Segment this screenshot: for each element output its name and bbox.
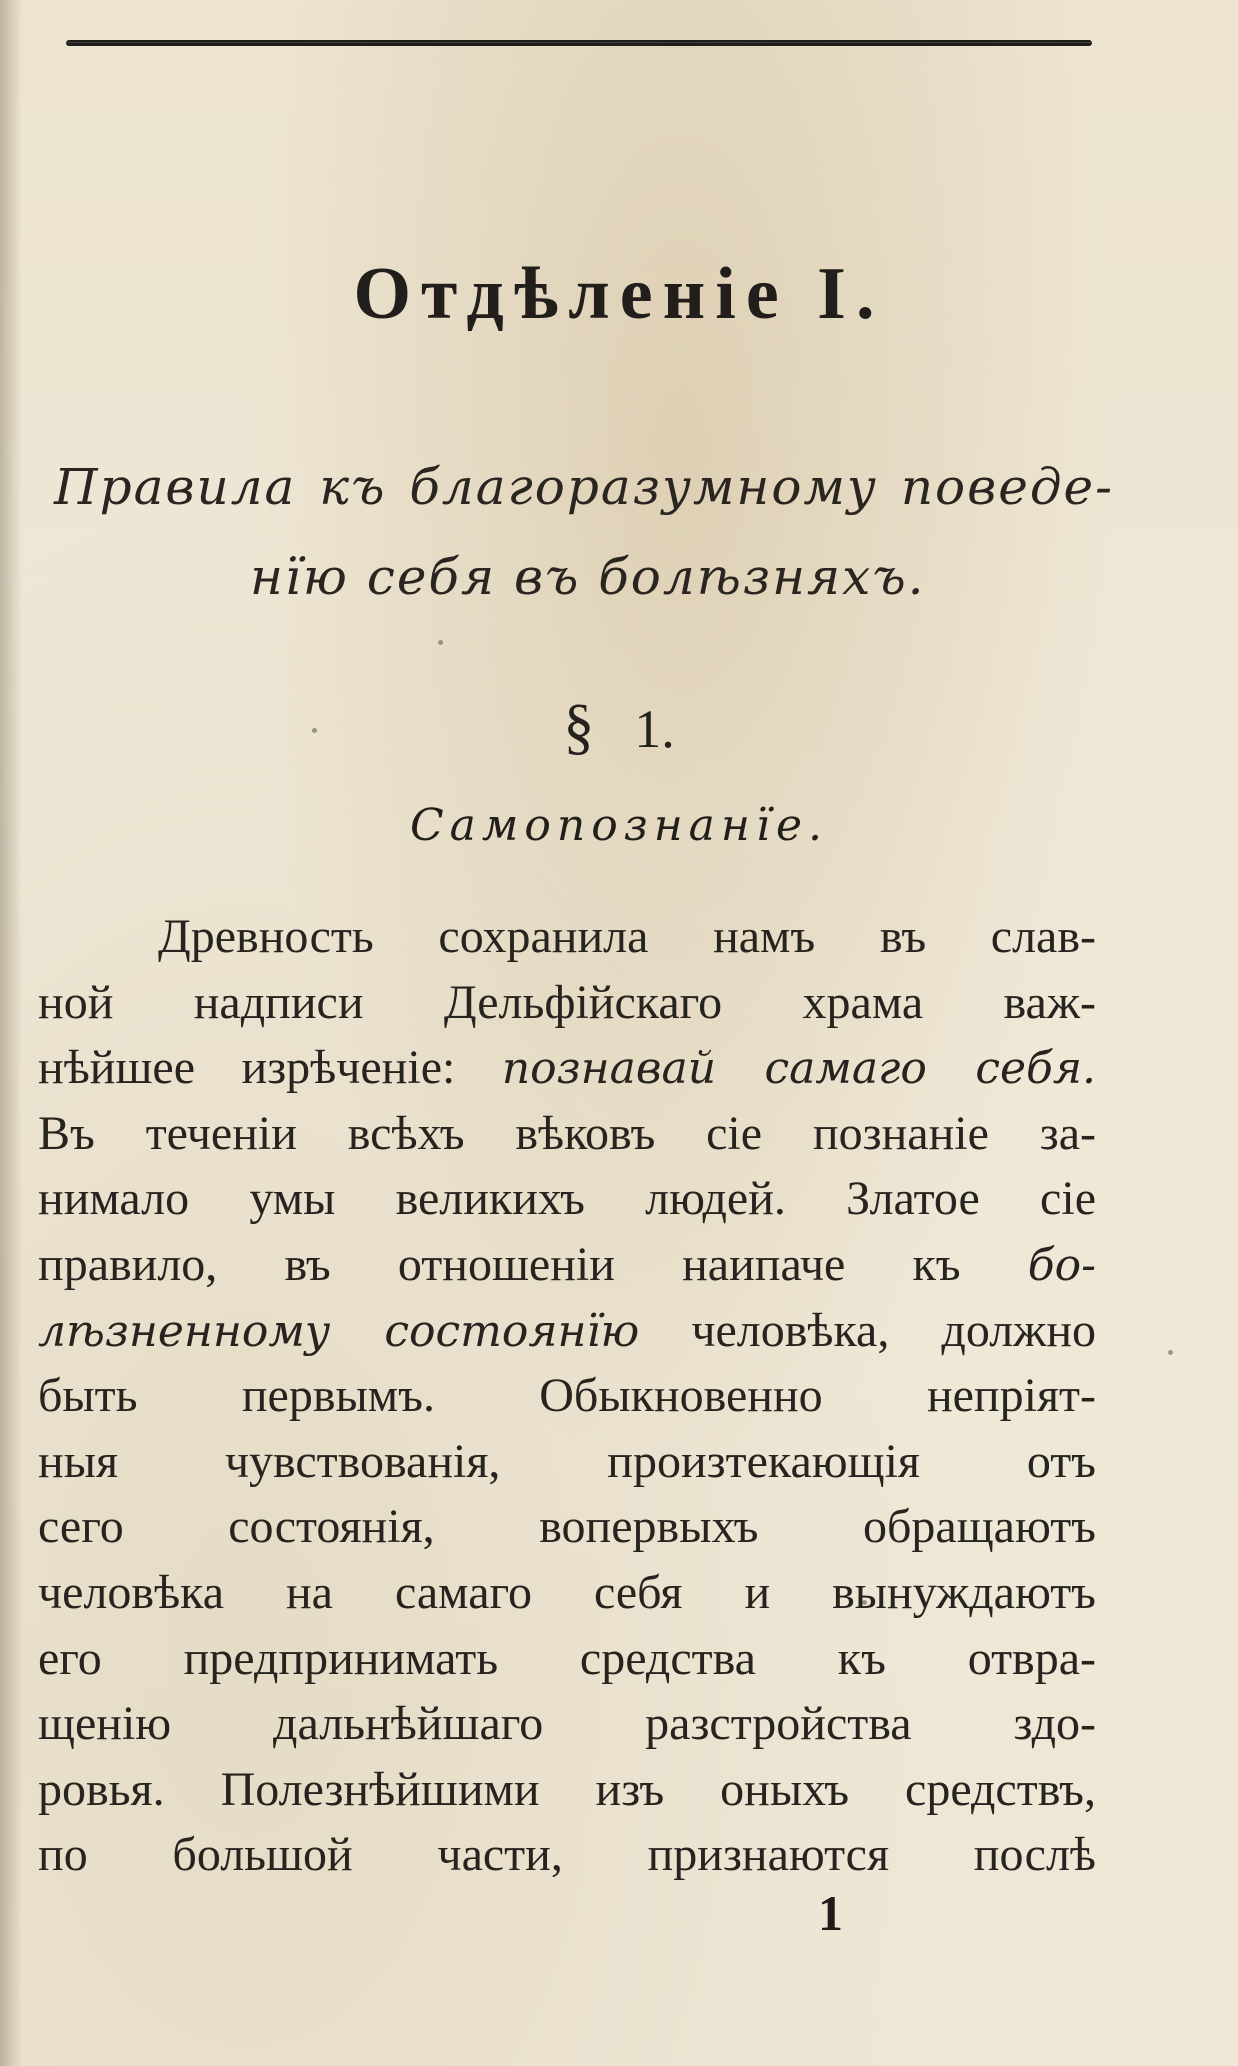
text-line [38, 1232, 1096, 1298]
text-line [38, 1691, 1096, 1757]
section-heading: Самопознанїе. [410, 800, 828, 851]
body-text [38, 904, 1096, 1888]
section-symbol: § [563, 693, 595, 761]
ink-speck [312, 728, 317, 733]
text-line [38, 1298, 1096, 1364]
italic-text: познавай самаго себя. [501, 1043, 1096, 1095]
text-run: его предпринимать средства къ отвра- [38, 1631, 1096, 1685]
chapter-title: Отдѣленіе I. [353, 253, 885, 335]
text-line [38, 1626, 1096, 1692]
top-rule [66, 40, 1092, 46]
text-run: сего состоянія, вопервыхъ обращаютъ [38, 1500, 1096, 1554]
text-run: Въ теченіи всѣхъ вѣковъ сіе познаніе за- [38, 1106, 1096, 1160]
text-line [38, 1822, 1096, 1888]
text-line [38, 1035, 1096, 1101]
text-line [38, 1101, 1096, 1167]
section-mark [0, 692, 1238, 763]
text-run: щенію дальнѣйшаго разстройства здо- [38, 1697, 1096, 1751]
text-run: ныя чувствованія, произтекающія отъ [38, 1434, 1096, 1488]
text-line [38, 1757, 1096, 1823]
text-run: нѣйшее изрѣченіе: [38, 1041, 502, 1095]
italic-text: бо- [1027, 1239, 1096, 1291]
text-line [38, 1166, 1096, 1232]
ink-speck [1168, 1350, 1173, 1355]
section-number: 1. [634, 699, 675, 759]
italic-text: лѣзненному состоянїю [38, 1305, 640, 1357]
text-run: нимало умы великихъ людей. Златое сіе [38, 1172, 1096, 1226]
ink-speck [438, 640, 443, 645]
page-signature: 1 [818, 1885, 843, 1941]
text-line [38, 1560, 1096, 1626]
text-line [38, 904, 1096, 970]
text-line [38, 1494, 1096, 1560]
text-run: ровья. Полезнѣйшими изъ оныхъ средствъ, [38, 1762, 1096, 1816]
subtitle-line-1: Правила къ благоразумному поведе- [54, 458, 1114, 516]
text-line [38, 970, 1096, 1036]
text-line [38, 1363, 1096, 1429]
text-run: быть первымъ. Обыкновенно непріят- [38, 1369, 1096, 1423]
text-run: ной надписи Дельфійскаго храма важ- [38, 975, 1096, 1029]
text-run: человѣка, должно [639, 1303, 1097, 1357]
ink-speck [862, 1600, 867, 1605]
text-run: Древность сохранила намъ въ слав- [158, 910, 1096, 963]
text-run: по большой части, признаются послѣ [38, 1828, 1096, 1882]
text-run: человѣка на самаго себя и вынуждаютъ [38, 1565, 1096, 1619]
subtitle-line-2: нїю себя въ болѣзняхъ. [250, 548, 926, 606]
text-line [38, 1429, 1096, 1495]
text-run: правило, въ отношеніи наипаче къ [38, 1237, 1028, 1291]
